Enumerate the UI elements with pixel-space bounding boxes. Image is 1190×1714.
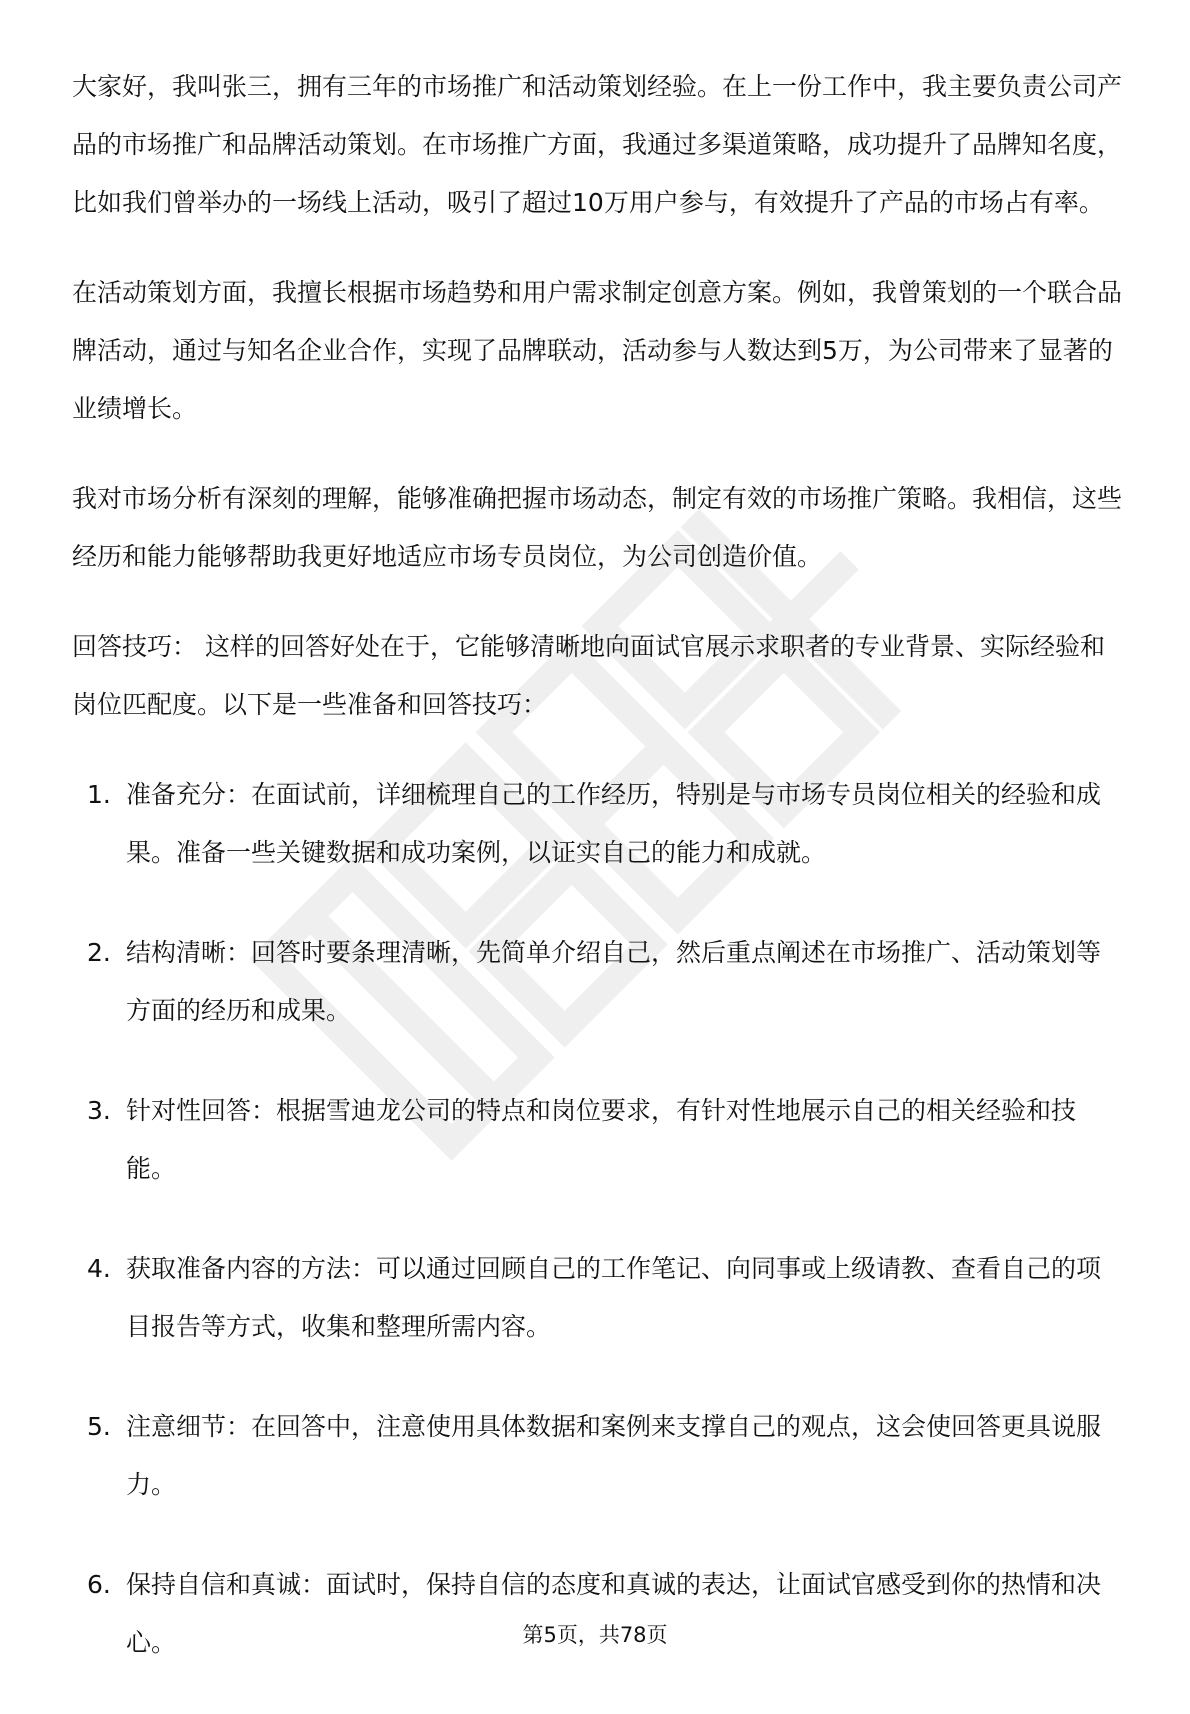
list-item [72,1240,1122,1356]
list-item [72,1556,1122,1672]
page-number-footer: 第5页，共78页 [522,1623,668,1647]
list-item-text: 准备充分：在面试前，详细梳理自己的工作经历，特别是与市场专员岗位相关的经验和成果。准备一些关键数据和成功案例，以证实自己的能力和成就。 [126,780,1102,867]
answer-tips-paragraph: 回答技巧： 这样的回答好处在于，它能够清晰地向面试官展示求职者的专业背景、实际经验和岗位匹配度。以下是一些准备和回答技巧： [72,632,1105,719]
list-item-text: 注意细节：在回答中，注意使用具体数据和案例来支撑自己的观点，这会使回答更具说服力。 [126,1412,1102,1499]
list-item-number: 2. [87,938,111,967]
document-body [72,58,1122,1714]
event-planning-paragraph: 在活动策划方面，我擅长根据市场趋势和用户需求制定创意方案。例如，我曾策划的一个联合品牌活动，通过与知名企业合作，实现了品牌联动，活动参与人数达到5万，为公司带来了显著的业绩增长。 [72,278,1123,423]
list-item-number: 5. [87,1412,111,1441]
intro-paragraph: 大家好，我叫张三，拥有三年的市场推广和活动策划经验。在上一份工作中，我主要负责公司产品的市场推广和品牌活动策划。在市场推广方面，我通过多渠道策略，成功提升了品牌知名度，比如我们曾举办的一场线上活动，吸引了超过10万用户参与，有效提升了产品的市场占有率。 [72,72,1123,217]
list-item-number: 1. [87,780,111,809]
list-item-number: 3. [87,1096,111,1125]
list-item-text: 针对性回答：根据雪迪龙公司的特点和岗位要求，有针对性地展示自己的相关经验和技能。 [126,1096,1077,1183]
list-item [72,924,1122,1040]
market-analysis-paragraph: 我对市场分析有深刻的理解，能够准确把握市场动态，制定有效的市场推广策略。我相信，这些经历和能力能够帮助我更好地适应市场专员岗位，为公司创造价值。 [72,484,1123,571]
list-item-text: 获取准备内容的方法：可以通过回顾自己的工作笔记、向同事或上级请教、查看自己的项目报告等方式，收集和整理所需内容。 [126,1254,1102,1341]
list-item-number: 4. [87,1254,111,1283]
list-item-text: 结构清晰：回答时要条理清晰，先简单介绍自己，然后重点阐述在市场推广、活动策划等方面的经历和成果。 [126,938,1102,1025]
list-item [72,1082,1122,1198]
tips-list [72,766,1122,1672]
list-item-text: 保持自信和真诚：面试时，保持自信的态度和真诚的表达，让面试官感受到你的热情和决心。 [126,1570,1102,1657]
list-item [72,766,1122,882]
list-item-number: 6. [87,1570,111,1599]
list-item [72,1398,1122,1514]
